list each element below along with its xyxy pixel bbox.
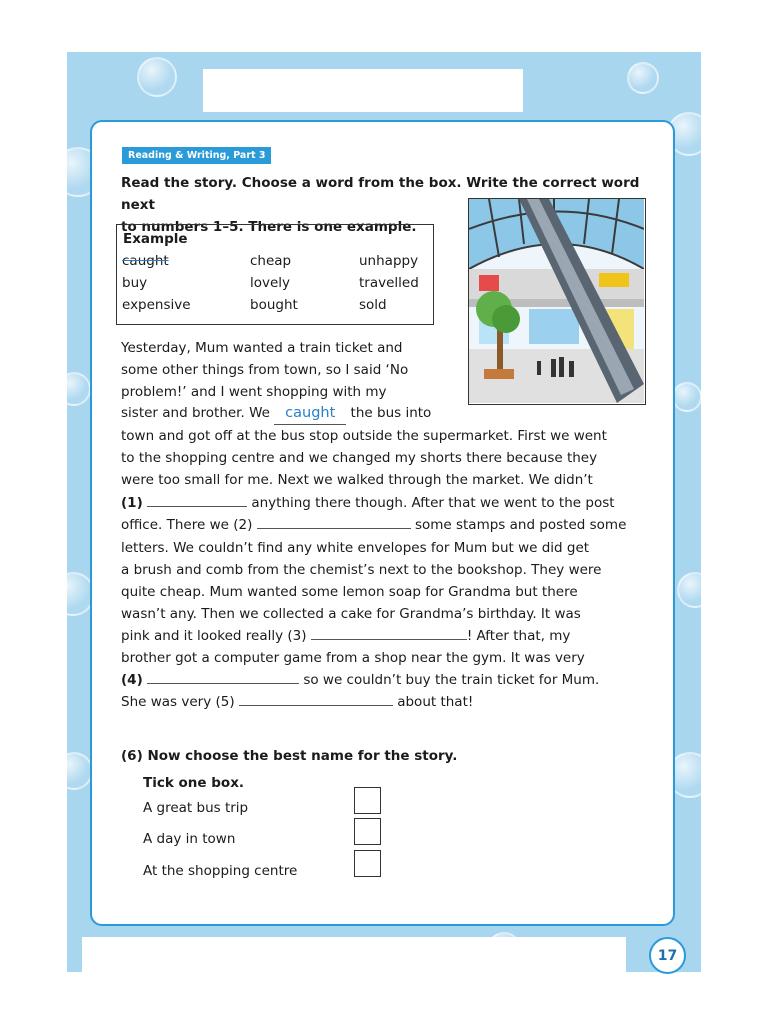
answer-blank-3[interactable] — [311, 625, 467, 640]
example-answer-blank: caught — [274, 402, 346, 425]
tick-instruction: Tick one box. — [143, 775, 245, 791]
story-text: so we couldn’t buy the train ticket for Mum. — [303, 672, 600, 688]
instructions-line: Read the story. Choose a word from the box. Write the correct word next — [121, 175, 640, 213]
word-option: buy — [122, 275, 148, 291]
story-text: about that! — [397, 694, 474, 710]
story-line — [121, 625, 570, 647]
word-option: travelled — [359, 275, 419, 291]
story-line: Yesterday, Mum wanted a train ticket and — [121, 340, 403, 356]
story-line: were too small for me. Next we walked through the market. We didn’t — [121, 472, 593, 488]
story-text: pink and it looked really (3) — [121, 628, 307, 644]
story-line: brother got a computer game from a shop near the gym. It was very — [121, 650, 585, 666]
question-6 — [121, 748, 457, 764]
story-line: quite cheap. Mum wanted some lemon soap for Grandma but there — [121, 584, 578, 600]
story-line: problem!’ and I went shopping with my — [121, 384, 387, 400]
page-number: 17 — [649, 937, 686, 974]
story-line: town and got off at the bus stop outside the supermarket. First we went — [121, 428, 607, 444]
option-label: A great bus trip — [143, 800, 249, 816]
answer-blank-2[interactable] — [257, 514, 411, 529]
story-line: letters. We couldn’t find any white envelopes for Mum but we did get — [121, 540, 590, 556]
story-text: the bus into — [350, 405, 432, 421]
story-text: anything there though. After that we went to the post — [251, 495, 615, 511]
question-number: (1) — [121, 495, 143, 511]
checkbox-option-2[interactable] — [354, 818, 381, 845]
answer-blank-4[interactable] — [147, 669, 299, 684]
story-line — [121, 691, 473, 713]
story-text: sister and brother. We — [121, 405, 270, 421]
answer-blank-1[interactable] — [147, 492, 247, 507]
story-text: some stamps and posted some — [414, 517, 627, 533]
title-placeholder — [203, 69, 523, 112]
question-number: (6) — [121, 748, 143, 764]
story-line: to the shopping centre and we changed my shorts there because they — [121, 450, 598, 466]
word-option: cheap — [250, 253, 292, 269]
section-badge: Reading & Writing, Part 3 — [122, 147, 271, 164]
story-line: a brush and comb from the chemist’s next to the bookshop. They were — [121, 562, 602, 578]
question-number: (4) — [121, 672, 143, 688]
story-line: some other things from town, so I said ‘No — [121, 362, 409, 378]
shopping-centre-illustration — [468, 198, 646, 405]
question-prompt: Now choose the best name for the story. — [147, 748, 458, 764]
word-box — [116, 224, 434, 325]
word-option: bought — [250, 297, 298, 313]
instructions-line: to numbers 1–5. There is one example. — [121, 219, 417, 235]
checkbox-option-3[interactable] — [354, 850, 381, 877]
word-option: unhappy — [359, 253, 419, 269]
answer-blank-5[interactable] — [239, 691, 393, 706]
story-text: She was very (5) — [121, 694, 235, 710]
option-label: At the shopping centre — [143, 863, 298, 879]
story-line — [121, 669, 599, 691]
shopping-centre-drawing — [469, 199, 644, 403]
story-line — [121, 514, 626, 536]
story-line — [121, 492, 615, 514]
footer-placeholder — [82, 937, 626, 973]
word-box-title: Example — [123, 231, 188, 247]
example-word: caught — [122, 253, 169, 269]
word-option: lovely — [250, 275, 291, 291]
story-line: wasn’t any. Then we collected a cake for Grandma’s birthday. It was — [121, 606, 581, 622]
word-option: expensive — [122, 297, 191, 313]
option-label: A day in town — [143, 831, 236, 847]
word-option: sold — [359, 297, 387, 313]
story-line — [121, 402, 431, 425]
story-text: office. There we (2) — [121, 517, 253, 533]
story-text: ! After that, my — [466, 628, 571, 644]
checkbox-option-1[interactable] — [354, 787, 381, 814]
